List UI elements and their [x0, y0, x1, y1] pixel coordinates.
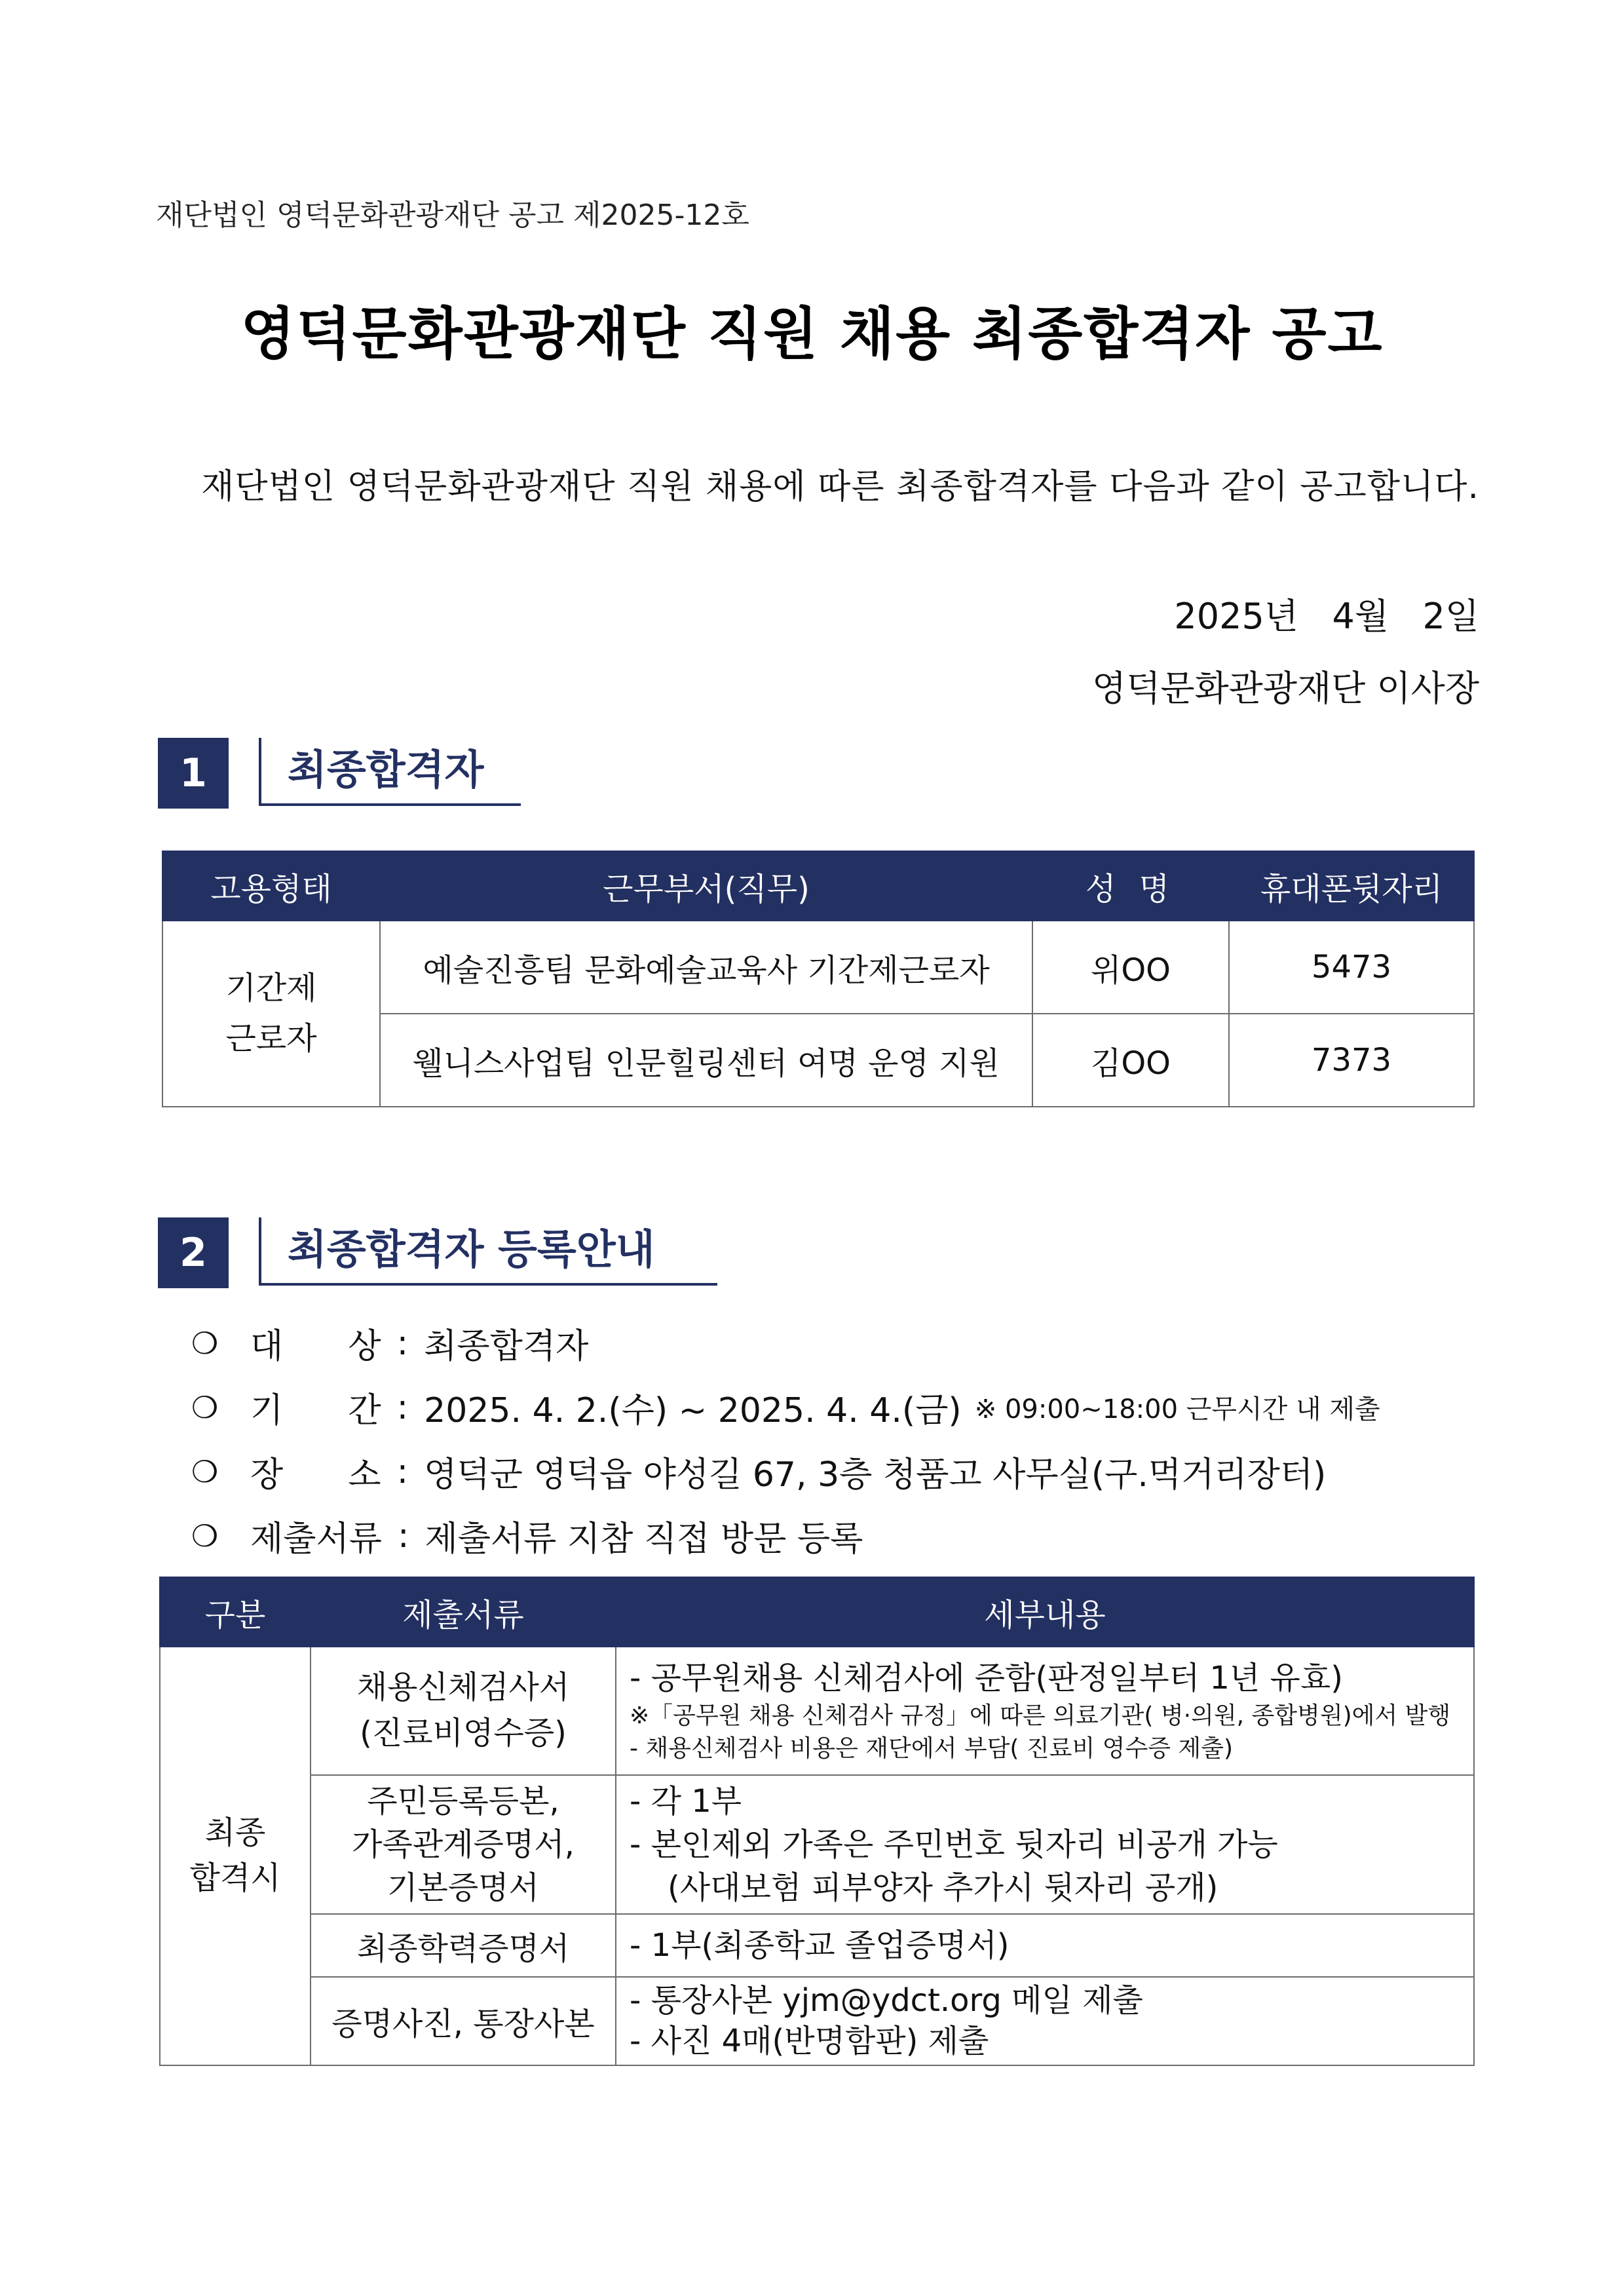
bullet-mark: ❍: [191, 1518, 219, 1554]
bullet-period: [191, 1383, 1380, 1432]
bullet-label: 장 소: [250, 1455, 381, 1495]
header-documents: 제출서류: [311, 1577, 616, 1647]
header-details: 세부내용: [616, 1577, 1474, 1647]
bullet-value: 2025. 4. 2.(수) ~ 2025. 4. 4.(금): [424, 1391, 962, 1430]
category-cell: [160, 1647, 311, 2065]
notice-number: 재단법인 영덕문화관광재단 공고 제2025-12호: [156, 199, 749, 232]
intro-text: 재단법인 영덕문화관광재단 직원 채용에 따른 최종합격자를 다음과 같이 공고합니다.: [201, 467, 1479, 507]
detail-cell: [616, 1977, 1474, 2065]
document-name-line: 기본증명서: [387, 1869, 539, 1907]
department-cell: 웰니스사업팀 인문힐링센터 여명 운영 지원: [380, 1014, 1032, 1107]
phone-cell: 5473: [1229, 921, 1474, 1014]
detail-note: - 채용신체검사 비용은 재단에서 부담( 진료비 영수증 제출): [630, 1735, 1234, 1763]
employment-type-line1: 기간제: [225, 970, 317, 1007]
detail-line: - 공무원채용 신체검사에 준함(판정일부터 1년 유효): [630, 1660, 1343, 1697]
issuer: 영덕문화관광재단 이사장: [1092, 668, 1479, 709]
table-row: [160, 1775, 1474, 1914]
colon: :: [396, 1387, 409, 1427]
bullet-value: 영덕군 영덕읍 야성길 67, 3층 청품고 사무실(구.먹거리장터): [424, 1455, 1327, 1495]
document-name-line: 증명사진, 통장사본: [331, 2005, 595, 2042]
section-1-number: 1: [158, 738, 229, 809]
bullet-mark: ❍: [191, 1453, 219, 1489]
bullet-value: 최종합격자: [424, 1327, 589, 1366]
document-name-cell: [311, 1775, 616, 1914]
bullet-target: [191, 1318, 588, 1368]
bullet-label: 기 간: [250, 1391, 381, 1430]
document-name-line: 가족관계증명서,: [352, 1826, 575, 1863]
employment-type-cell: [162, 921, 380, 1107]
table-row: [162, 921, 1474, 1014]
phone-cell: 7373: [1229, 1014, 1474, 1107]
detail-line: (사대보험 피부양자 추가시 뒷자리 공개): [668, 1869, 1218, 1907]
document-name-cell: [311, 1914, 616, 1977]
category-line2: 합격시: [189, 1860, 281, 1897]
bullet-note: ※ 09:00~18:00 근무시간 내 제출: [974, 1394, 1380, 1425]
document-title: 영덕문화관광재단 직원 채용 최종합격자 공고: [240, 301, 1384, 367]
table-header-row: [160, 1577, 1474, 1647]
table-header-row: [162, 851, 1474, 921]
bullet-label: 대 상: [250, 1327, 381, 1366]
table-row: [160, 1977, 1474, 2065]
notice-date: 2025년 4월 2일: [1174, 596, 1479, 637]
required-documents-table: [159, 1577, 1475, 2066]
table-row: [160, 1647, 1474, 1775]
bullet-mark: ❍: [191, 1389, 219, 1425]
detail-line: - 통장사본 yjm@ydct.org 메일 제출: [630, 1982, 1143, 2019]
section-1-title: 최종합격자: [259, 738, 521, 806]
header-department: 근무부서(직무): [380, 851, 1032, 921]
bullet-value: 제출서류 지참 직접 방문 등록: [425, 1520, 863, 1559]
name-cell: 위OO: [1032, 921, 1229, 1014]
document-name-line: 최종학력증명서: [356, 1930, 570, 1967]
category-line1: 최종: [204, 1814, 266, 1851]
detail-cell: [616, 1914, 1474, 1977]
department-cell: 예술진흥팀 문화예술교육사 기간제근로자: [380, 921, 1032, 1014]
header-name: 성 명: [1032, 851, 1229, 921]
section-2-number: 2: [158, 1217, 229, 1288]
bullet-place: [191, 1447, 1326, 1496]
document-name-cell: [311, 1647, 616, 1775]
header-employment-type: 고용형태: [162, 851, 380, 921]
colon: :: [396, 1323, 409, 1363]
header-category: 구분: [160, 1577, 311, 1647]
detail-line: - 1부(최종학교 졸업증명서): [630, 1926, 1010, 1964]
detail-cell: [616, 1647, 1474, 1775]
colon: :: [397, 1516, 409, 1556]
employment-type-line2: 근로자: [225, 1020, 317, 1057]
document-name-cell: [311, 1977, 616, 2065]
table-row: [160, 1914, 1474, 1977]
bullet-documents: [191, 1511, 863, 1560]
bullet-mark: ❍: [191, 1325, 219, 1361]
detail-note: ※「공무원 채용 신체검사 규정」에 따른 의료기관( 병·의원, 종합병원)에서 발행: [630, 1702, 1451, 1730]
document-name-line: (진료비영수증): [360, 1715, 567, 1751]
colon: :: [396, 1451, 409, 1491]
header-phone-last-digits: 휴대폰뒷자리: [1229, 851, 1474, 921]
detail-line: - 사진 4매(반명함판) 제출: [630, 2023, 989, 2060]
detail-cell: [616, 1775, 1474, 1914]
detail-line: - 각 1부: [630, 1782, 742, 1820]
name-cell: 김OO: [1032, 1014, 1229, 1107]
document-name-line: 주민등록등본,: [367, 1782, 559, 1820]
bullet-label: 제출서류: [250, 1520, 382, 1559]
detail-line: - 본인제외 가족은 주민번호 뒷자리 비공개 가능: [630, 1826, 1278, 1863]
document-name-line: 채용신체검사서: [356, 1669, 570, 1706]
section-2-title: 최종합격자 등록안내: [259, 1217, 717, 1286]
final-candidates-table: [162, 851, 1475, 1107]
